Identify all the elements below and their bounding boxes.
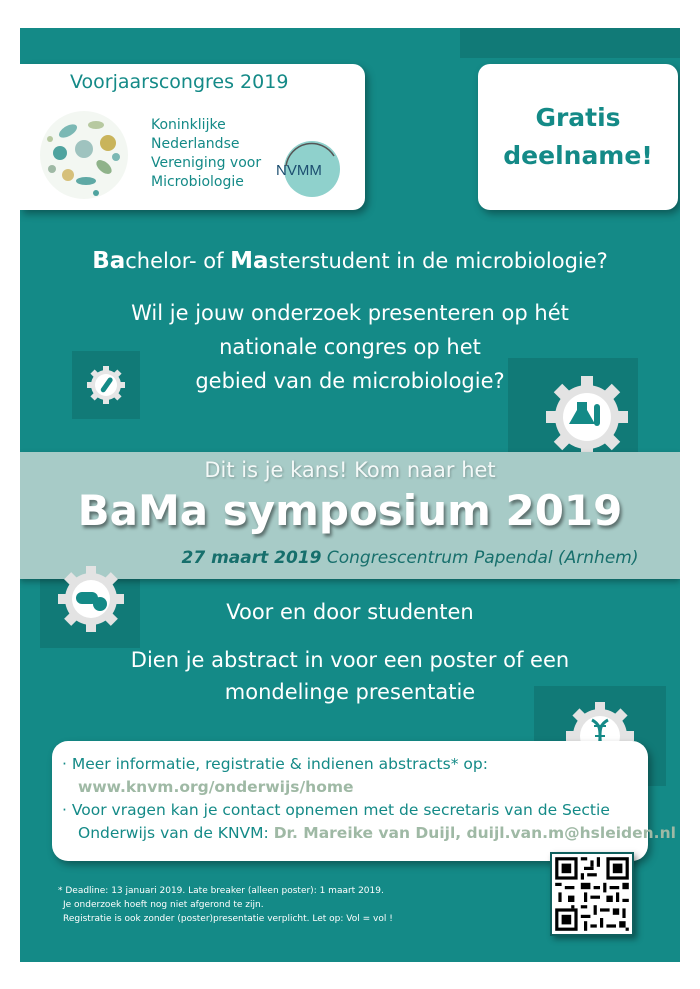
society-line: Koninklijke bbox=[151, 117, 226, 133]
question-line: nationale congres op het bbox=[219, 335, 481, 359]
nvmm-logo-text: NVMM bbox=[276, 162, 322, 179]
info-card bbox=[52, 741, 676, 861]
microbe-cluster-icon bbox=[38, 109, 130, 201]
event-title: BaMa symposium 2019 bbox=[77, 486, 623, 535]
ma-prefix: Ma bbox=[230, 248, 269, 274]
free-entry-line1: Gratis bbox=[535, 103, 621, 132]
question-line: gebied van de microbiologie? bbox=[195, 369, 505, 393]
students-tagline: Voor en door studenten bbox=[226, 600, 474, 624]
abstract-line: mondelinge presentatie bbox=[224, 680, 476, 704]
banner-intro: Dit is je kans! Kom naar het bbox=[204, 458, 496, 482]
shade-panel bbox=[460, 28, 680, 58]
abstract-line: Dien je abstract in voor een poster of een bbox=[130, 648, 570, 672]
footnote-line: * Deadline: 13 januari 2019. Late breaker (alleen poster): 1 maart 2019. bbox=[58, 886, 384, 896]
target-audience-question bbox=[20, 248, 680, 274]
q1-middle: chelor- of bbox=[125, 249, 231, 273]
footnote-line: Je onderzoek hoeft nog niet afgerond te zijn. bbox=[63, 900, 264, 910]
abstract-call bbox=[20, 644, 680, 708]
footnote-line: Registratie is ook zonder (poster)presentatie verplicht. Let op: Vol = vol ! bbox=[63, 914, 393, 924]
info-line: · Voor vragen kan je contact opnemen met de secretaris van de Sectie bbox=[62, 801, 610, 819]
footnote bbox=[58, 884, 393, 926]
congress-year: Voorjaarscongres 2019 bbox=[70, 71, 289, 93]
q1-rest: sterstudent in de microbiologie? bbox=[268, 249, 608, 273]
contact-person[interactable]: Dr. Mareike van Duijl, duijl.van.m@hsleiden.nl bbox=[273, 824, 676, 842]
ba-prefix: Ba bbox=[92, 248, 126, 274]
society-line: Vereniging voor bbox=[151, 155, 262, 171]
event-venue: Congrescentrum Papendal (Arnhem) bbox=[321, 548, 639, 568]
info-text bbox=[62, 753, 676, 845]
info-url-link[interactable]: www.knvm.org/onderwijs/home bbox=[78, 778, 354, 796]
society-line: Nederlandse bbox=[151, 136, 240, 152]
qr-code-frame[interactable] bbox=[550, 852, 634, 936]
qr-code-icon bbox=[552, 854, 632, 934]
congress-logo-card bbox=[20, 64, 365, 210]
info-contact-line bbox=[62, 822, 676, 845]
nvmm-logo bbox=[276, 136, 342, 202]
society-name bbox=[151, 116, 261, 192]
flask-icon bbox=[544, 374, 630, 460]
info-line-prefix: Onderwijs van de KNVM: bbox=[78, 824, 274, 842]
event-date: 27 maart 2019 bbox=[181, 548, 322, 568]
poster bbox=[20, 28, 680, 962]
free-entry-card bbox=[478, 64, 678, 210]
event-date-venue bbox=[160, 548, 660, 568]
free-entry-line2: deelname! bbox=[503, 141, 653, 170]
info-line: · Meer informatie, registratie & indienen abstracts* op: bbox=[62, 755, 488, 773]
question-line: Wil je jouw onderzoek presenteren op hét bbox=[131, 301, 569, 325]
test-tube-icon bbox=[86, 365, 126, 405]
society-line: Microbiologie bbox=[151, 174, 244, 190]
